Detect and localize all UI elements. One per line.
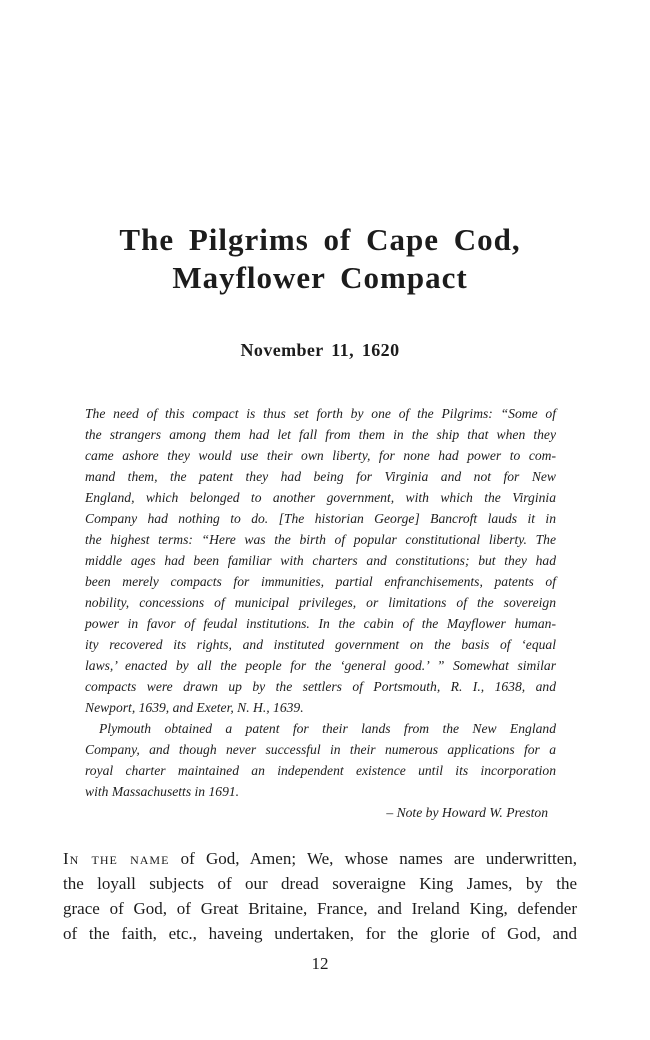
text-line: nobility, concessions of municipal privileges, or limitations of the sovereign: [85, 595, 556, 610]
main-text-line-1-rest: of God, Amen; We, whose names are underwritten,: [169, 849, 577, 868]
note-paragraph-1: [85, 403, 556, 718]
page-title-line-2: Mayflower Compact: [172, 260, 468, 295]
text-line: been merely compacts for immunities, partial enfranchisements, patents of: [85, 574, 556, 589]
text-line: with Massachusetts in 1691.: [85, 784, 240, 799]
text-line: Company, and though never successful in their numerous applications for a: [85, 742, 556, 757]
text-line: laws,’ enacted by all the people for the ‘general good.’ ” Somewhat similar: [85, 658, 556, 673]
text-line: compacts were drawn up by the settlers of Portsmouth, R. I., 1638, and: [85, 679, 556, 694]
text-line: grace of God, of Great Britaine, France, and Ireland King, defender: [63, 899, 577, 918]
note-paragraph-2: [85, 718, 556, 802]
text-line: the highest terms: “Here was the birth of popular constitutional liberty. The: [85, 532, 556, 547]
text-line: came ashore they would use their own liberty, for none had power to com-: [85, 448, 556, 463]
text-line: power in favor of feudal institutions. In the cabin of the Mayflower human-: [85, 616, 556, 631]
text-line: England, which belonged to another government, with which the Virginia: [85, 490, 556, 505]
title-block: [63, 221, 577, 297]
text-line: Plymouth obtained a patent for their lands from the New England: [99, 721, 556, 736]
text-line: mand them, the patent they had being for Virginia and not for New: [85, 469, 556, 484]
text-line: The need of this compact is thus set forth by one of the Pilgrims: “Some of: [85, 406, 556, 421]
document-date: November 11, 1620: [240, 340, 400, 360]
page-title: [63, 221, 577, 297]
compact-body-text: [63, 846, 577, 946]
small-caps-opening: In the name: [63, 849, 170, 868]
main-text-lines: [63, 871, 577, 946]
text-line: middle ages had been familiar with charters and constitutions; but they had: [85, 553, 556, 568]
text-line: the strangers among them had let fall from them in the ship that when they: [85, 427, 556, 442]
main-text-line-1: [63, 846, 577, 871]
editor-note: [85, 403, 556, 823]
text-line: ity recovered its rights, and instituted government on the basis of ‘equal: [85, 637, 556, 652]
text-line: royal charter maintained an independent existence until its incorporation: [85, 763, 556, 778]
page-number: 12: [311, 954, 329, 973]
text-line: Company had nothing to do. [The historian George] Bancroft lauds it in: [85, 511, 556, 526]
text-line: of the faith, etc., haveing undertaken, for the glorie of God, and: [63, 924, 577, 943]
page-title-line-1: The Pilgrims of Cape Cod,: [119, 222, 521, 257]
note-attribution: – Note by Howard W. Preston: [386, 805, 548, 820]
text-line: the loyall subjects of our dread soveraigne King James, by the: [63, 874, 577, 893]
text-line: Newport, 1639, and Exeter, N. H., 1639.: [85, 700, 304, 715]
